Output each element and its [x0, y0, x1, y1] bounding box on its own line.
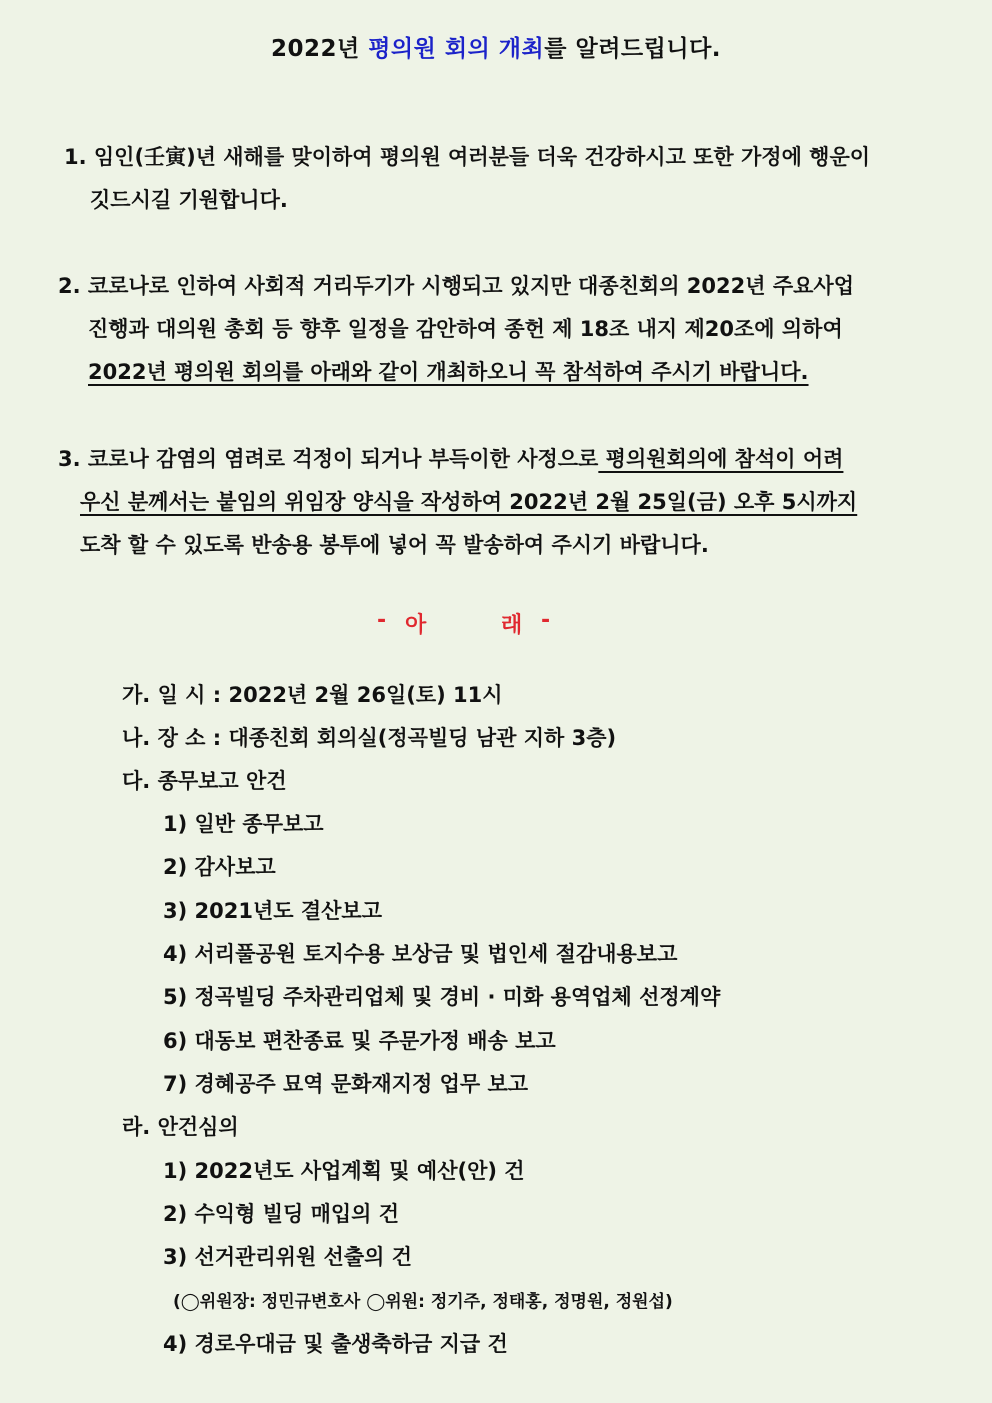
deliberation-item: 3) 선거관리위원 선출의 건	[163, 1245, 413, 1269]
deliberation-item: 1) 2022년도 사업계획 및 예산(안) 건	[163, 1159, 525, 1183]
paragraph-1-line-2: 깃드시길 기원합니다.	[90, 188, 288, 212]
paragraph-2-line-2: 진행과 대의원 총회 등 향후 일정을 감안하여 종헌 제 18조 내지 제20조에 의하여	[88, 317, 843, 341]
paragraph-2-line-3: 2022년 평의원 회의를 아래와 같이 개최하오니 꼭 참석하여 주시기 바랍니다.	[88, 360, 809, 384]
committee-note: (◯위원장: 정민규변호사 ◯위원: 정기주, 정태홍, 정명원, 정원섭)	[173, 1292, 673, 1312]
notice-dash-left: -	[377, 608, 387, 633]
notice-dash-right: -	[541, 608, 551, 633]
paragraph-1-line-1: 1. 임인(壬寅)년 새해를 맞이하여 평의원 여러분들 더욱 건강하시고 또한 가정에 행운이	[64, 145, 871, 169]
paragraph-1	[64, 136, 932, 222]
report-item: 7) 경혜공주 묘역 문화재지정 업무 보고	[163, 1072, 529, 1096]
title-highlight: 평의원 회의 개최	[368, 36, 545, 62]
paragraph-3	[58, 438, 928, 567]
paragraph-3-line-1-underlined: 평의원회의에 참석이 어려	[598, 447, 844, 471]
detail-place: 나. 장 소 : 대종친회 회의실(정곡빌딩 남관 지하 3층)	[122, 726, 617, 750]
detail-deliberation: 라. 안건심의	[122, 1115, 239, 1139]
detail-report-agenda: 다. 종무보고 안건	[122, 769, 287, 793]
notice-word-1: 아	[405, 613, 427, 638]
paragraph-2	[58, 265, 932, 394]
paragraph-3-line-3: 도착 할 수 있도록 반송용 봉투에 넣어 꼭 발송하여 주시기 바랍니다.	[80, 533, 709, 557]
deliberation-item: 2) 수익형 빌딩 매입의 건	[163, 1202, 400, 1226]
report-item: 6) 대동보 편찬종료 및 주문가정 배송 보고	[163, 1029, 556, 1053]
deliberation-item: 4) 경로우대금 및 출생축하금 지급 건	[163, 1332, 508, 1356]
report-item: 4) 서리풀공원 토지수용 보상금 및 법인세 절감내용보고	[163, 942, 678, 966]
paragraph-3-line-1-plain: 3. 코로나 감염의 염려로 걱정이 되거나 부득이한 사정으로	[58, 447, 599, 471]
title-suffix: 를 알려드립니다.	[544, 36, 722, 62]
paragraph-3-line-1	[58, 438, 928, 481]
paragraph-3-line-2: 우신 분께서는 붙임의 위임장 양식을 작성하여 2022년 2월 25일(금) 오후 5시까지	[80, 490, 858, 514]
report-item: 3) 2021년도 결산보고	[163, 899, 382, 923]
notice-word-2: 래	[501, 613, 523, 638]
title-prefix: 2022년	[270, 36, 369, 62]
document-title	[0, 30, 992, 63]
detail-date: 가. 일 시 : 2022년 2월 26일(토) 11시	[122, 683, 503, 707]
report-item: 5) 정곡빌딩 주차관리업체 및 경비 · 미화 용역업체 선정계약	[163, 985, 721, 1009]
report-item: 1) 일반 종무보고	[163, 812, 324, 836]
report-item: 2) 감사보고	[163, 855, 276, 879]
paragraph-2-line-1: 2. 코로나로 인하여 사회적 거리두기가 시행되고 있지만 대종친회의 2022년 주요사업	[58, 274, 854, 298]
